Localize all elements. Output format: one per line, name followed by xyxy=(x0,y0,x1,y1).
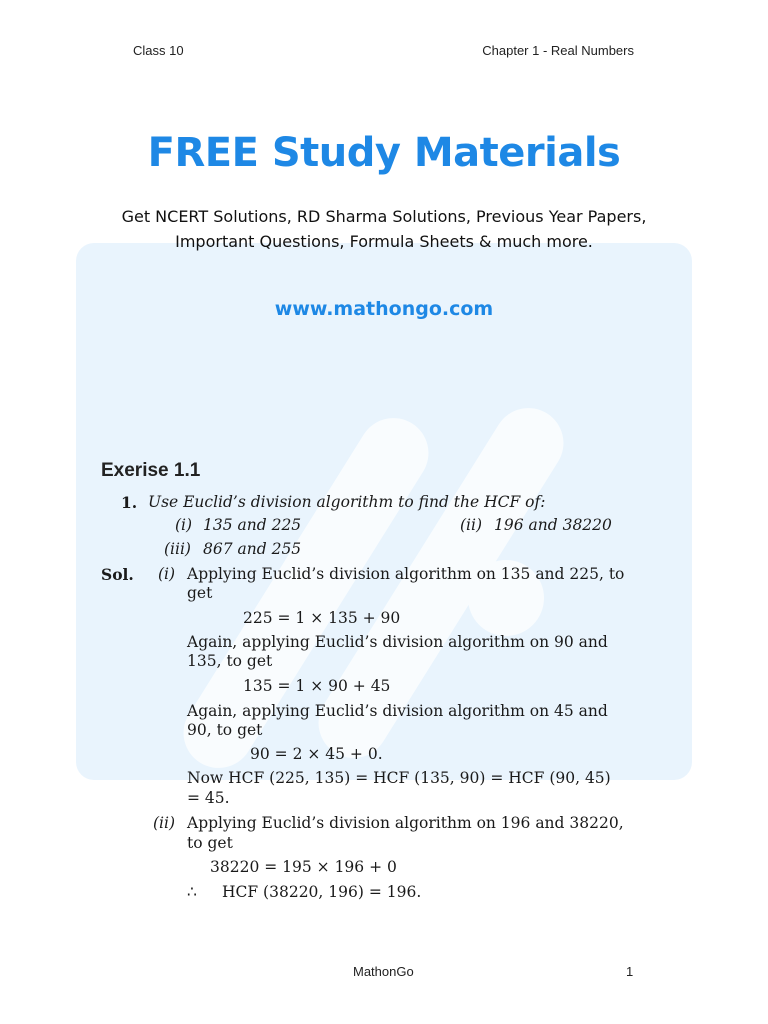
question-number: 1. xyxy=(121,493,138,512)
exercise-title: Exerise 1.1 xyxy=(101,460,201,481)
part-iii-label: (iii) xyxy=(164,540,191,558)
header-class: Class 10 xyxy=(133,43,184,58)
solution-ii-line3: HCF (38220, 196) = 196. xyxy=(222,883,422,901)
solution-i-line3: Again, applying Euclid’s division algorithm on 90 and xyxy=(187,633,608,651)
part-ii-text: 196 and 38220 xyxy=(494,516,612,534)
solution-i-eq1: 225 = 1 × 135 + 90 xyxy=(243,609,401,627)
part-ii-label: (ii) xyxy=(460,516,483,534)
solution-i-line5: Again, applying Euclid’s division algorithm on 45 and xyxy=(187,702,608,720)
solution-i-line7: Now HCF (225, 135) = HCF (135, 90) = HCF (90, 45) xyxy=(187,769,611,787)
header-chapter: Chapter 1 - Real Numbers xyxy=(482,43,634,58)
page-number: 1 xyxy=(626,964,634,979)
footer-brand: MathonGo xyxy=(353,964,414,979)
solution-i-eq2: 135 = 1 × 90 + 45 xyxy=(243,677,391,695)
solution-i-label: (i) xyxy=(158,565,176,583)
part-i-label: (i) xyxy=(175,516,193,534)
solution-ii-line2: to get xyxy=(187,834,233,852)
solution-ii-label: (ii) xyxy=(153,814,176,832)
website-link[interactable]: www.mathongo.com xyxy=(274,298,494,320)
solution-i-line2: get xyxy=(187,584,213,602)
solution-label: Sol. xyxy=(101,565,134,584)
solution-i-line4: 135, to get xyxy=(187,652,273,670)
question-text: Use Euclid’s division algorithm to find the HCF of: xyxy=(148,493,546,511)
part-iii-text: 867 and 255 xyxy=(203,540,302,558)
mathongo-watermark-icon xyxy=(76,243,692,780)
promo-subtitle-line2: Important Questions, Formula Sheets & much more. xyxy=(175,232,593,251)
promo-subtitle xyxy=(0,204,768,254)
promo-title: FREE Study Materials xyxy=(147,130,621,176)
solution-ii-line1: Applying Euclid’s division algorithm on 196 and 38220, xyxy=(187,814,624,832)
solution-i-line8: = 45. xyxy=(187,789,230,807)
therefore-symbol: ∴ xyxy=(187,883,197,901)
solution-i-eq3: 90 = 2 × 45 + 0. xyxy=(250,745,383,763)
part-i-text: 135 and 225 xyxy=(203,516,302,534)
solution-i-line6: 90, to get xyxy=(187,721,263,739)
solution-ii-eq1: 38220 = 195 × 196 + 0 xyxy=(210,858,397,876)
promo-subtitle-line1: Get NCERT Solutions, RD Sharma Solutions, Previous Year Papers, xyxy=(121,207,647,226)
promo-panel xyxy=(76,243,692,780)
solution-i-line1: Applying Euclid’s division algorithm on 135 and 225, to xyxy=(187,565,625,583)
